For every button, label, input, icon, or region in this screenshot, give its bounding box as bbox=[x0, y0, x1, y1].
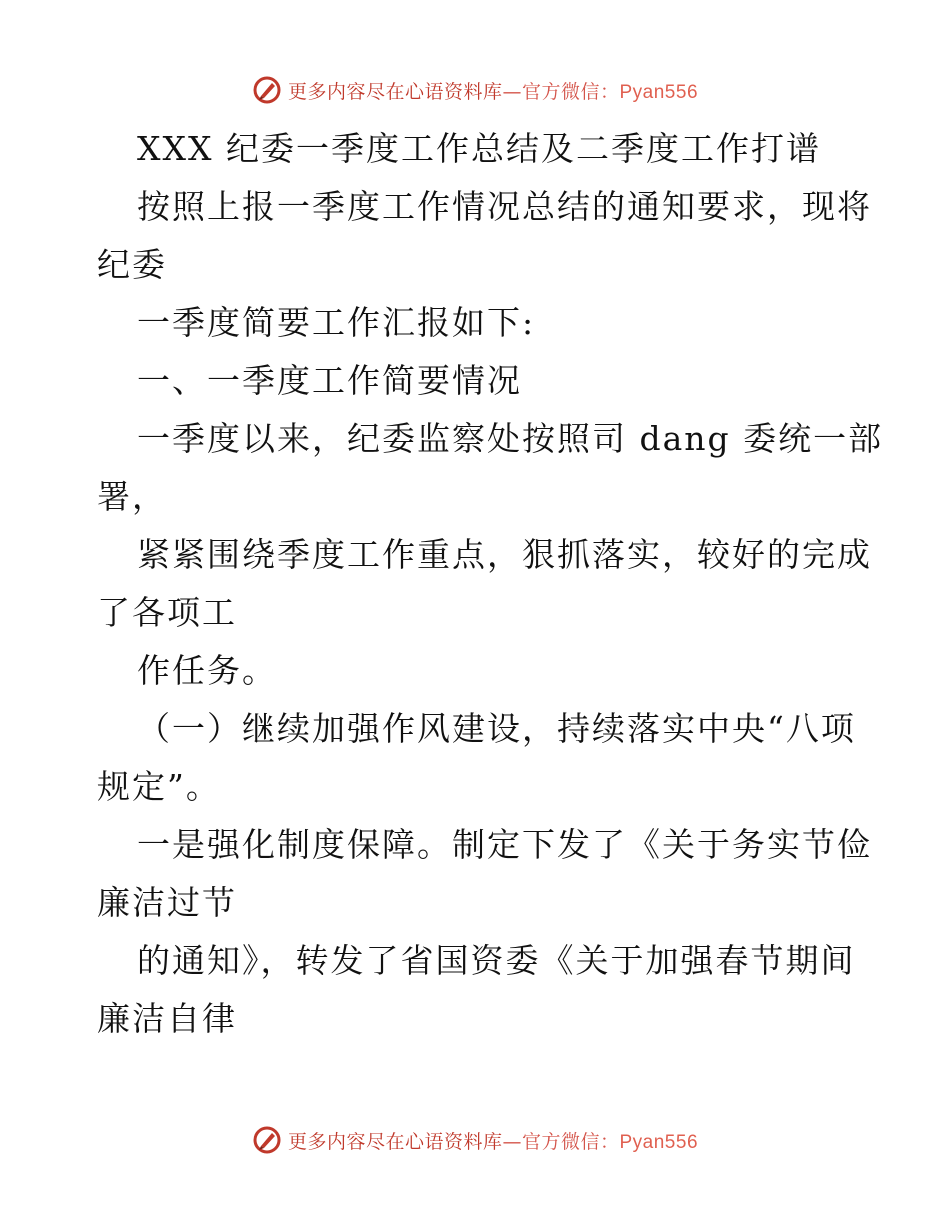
watermark-text bbox=[288, 1127, 698, 1154]
text-line: 规定”。 bbox=[97, 767, 221, 806]
watermark-dash: — bbox=[502, 80, 522, 103]
text-line: 纪委 bbox=[97, 245, 167, 284]
text-line: 署， bbox=[97, 477, 167, 516]
watermark-footer bbox=[0, 1120, 950, 1160]
text-line: 廉洁自律 bbox=[97, 999, 237, 1038]
watermark-wechat-label: 官方微信： bbox=[521, 1130, 620, 1153]
watermark-dash: — bbox=[502, 1130, 522, 1153]
text-line: 按照上报一季度工作情况总结的通知要求，现将 bbox=[137, 187, 872, 226]
text-line: 一是强化制度保障。制定下发了《关于务实节俭 bbox=[137, 825, 872, 864]
text-line: 作任务。 bbox=[137, 651, 277, 690]
pen-logo-icon bbox=[252, 1125, 282, 1155]
document-title: XXX 纪委一季度工作总结及二季度工作打谱 bbox=[137, 129, 821, 168]
document-body bbox=[97, 120, 884, 1048]
watermark-site-text: 更多内容尽在心语资料库 bbox=[287, 1130, 503, 1153]
subsection-heading: （一）继续加强作风建设，持续落实中央“八项 bbox=[137, 709, 856, 748]
text-line: 一季度简要工作汇报如下: bbox=[137, 303, 536, 342]
watermark-text bbox=[288, 77, 698, 104]
watermark-wechat-id: Pyan556 bbox=[619, 81, 699, 103]
pen-logo-icon bbox=[252, 75, 282, 105]
text-line: 紧紧围绕季度工作重点，狠抓落实，较好的完成 bbox=[137, 535, 872, 574]
text-line: 了各项工 bbox=[97, 593, 237, 632]
section-heading: 一、一季度工作简要情况 bbox=[137, 361, 522, 400]
watermark-wechat-label: 官方微信： bbox=[521, 80, 620, 103]
text-line: 的通知》，转发了省国资委《关于加强春节期间 bbox=[137, 941, 856, 980]
text-line: 廉洁过节 bbox=[97, 883, 237, 922]
watermark-site-text: 更多内容尽在心语资料库 bbox=[287, 80, 503, 103]
text-line: 一季度以来，纪委监察处按照司 dang 委统一部 bbox=[137, 419, 884, 458]
watermark-header bbox=[0, 70, 950, 110]
watermark-wechat-id: Pyan556 bbox=[619, 1131, 699, 1153]
